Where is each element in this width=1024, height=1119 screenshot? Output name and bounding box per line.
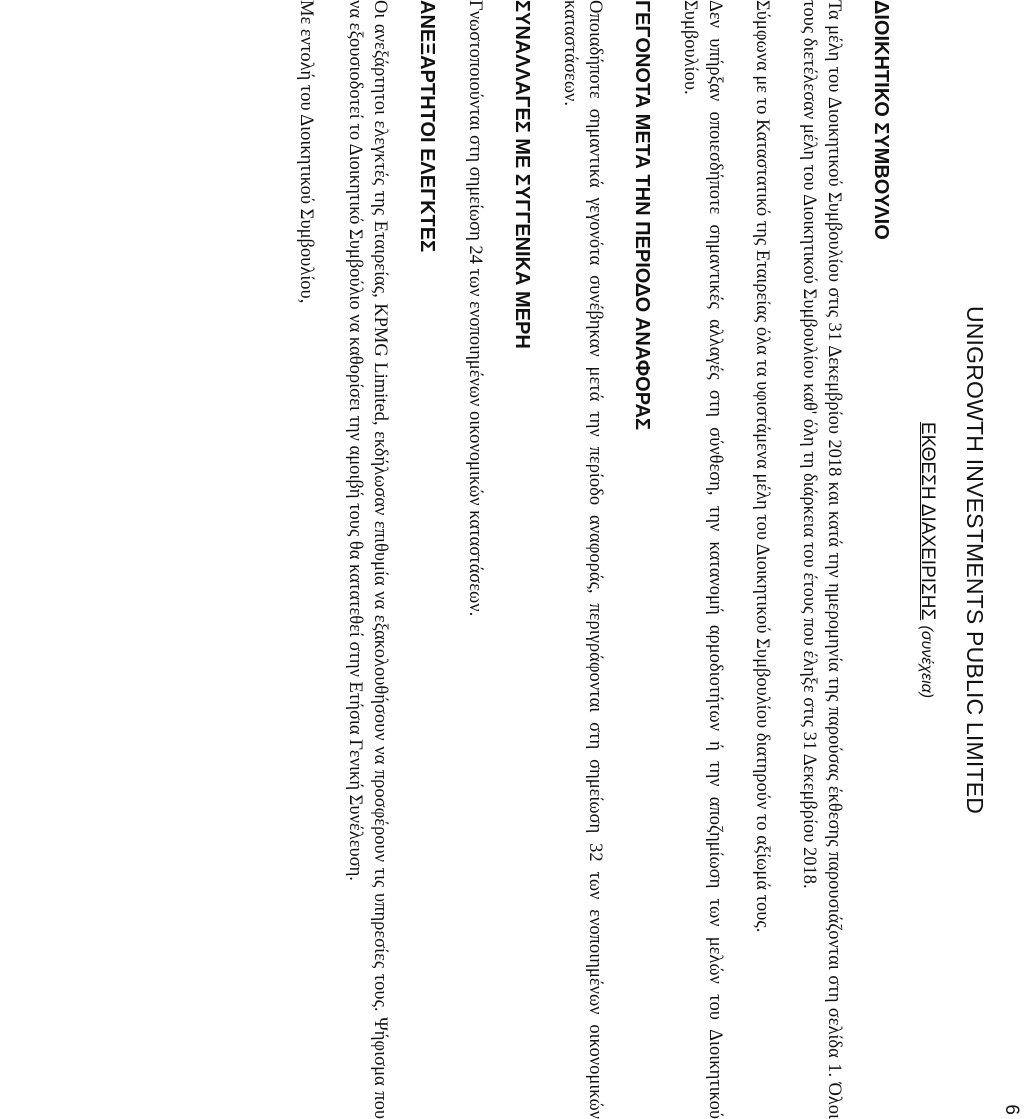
auditors-paragraph-1: Οι ανεξάρτητοι ελεγκτές της Εταιρείας, KPMG Limited, εκδήλωσαν επιθυμία να εξακολουθήσουν να προσφέρουν τις υπηρεσίες τους. Ψήφισμα που να εξουσιοδοτεί το Διοικητικό Συμβούλιο να καθορίσει την αμοιβή τους θα κατατεθεί στην Ετήσια Γενική Συνέλευση. (345, 0, 390, 1119)
company-name: UNIGROWTH INVESTMENTS PUBLIC LIMITED (962, 305, 988, 815)
report-title-continued: (συνέχεια) (918, 625, 935, 699)
page-number: 6 (1001, 1104, 1022, 1115)
related-parties-paragraph-1: Γνωστοποιούνται στη σημείωση 24 των ενοποιημένων οικονομικών καταστάσεων. (465, 0, 485, 617)
section-heading-related-parties: ΣΥΝΑΛΛΑΓΕΣ ΜΕ ΣΥΓΓΕΝΙΚΑ ΜΕΡΗ (511, 0, 533, 349)
section-heading-board: ΔΙΟΙΚΗΤΙΚΟ ΣΥΜΒΟΥΛΙΟ (870, 0, 892, 240)
document-body (293, 0, 894, 1119)
closing-line: Με εντολή του Διοικητικού Συμβουλίου, (296, 0, 316, 304)
section-heading-auditors: ΑΝΕΞΑΡΤΗΤΟΙ ΕΛΕΓΚΤΕΣ (416, 0, 438, 253)
report-title (916, 250, 938, 870)
board-paragraph-3: Δεν υπήρξαν οποιεσδήποτε σημαντικές αλλαγές στη σύνθεση, την κατανομή αρμοδιοτήτων ή την αποζημίωση των μελών του Διοικητικού Συμβουλίου. (680, 0, 725, 1119)
events-paragraph-1: Οποιαδήποτε σημαντικά γεγονότα συνέβηκαν μετά την περίοδο αναφοράς, περιγράφονται στη σημείωση 32 των ενοποιημένων οικονομικών καταστάσεων. (560, 0, 605, 1119)
report-title-main: ΕΚΘΕΣΗ ΔΙΑΧΕΙΡΙΣΗΣ (917, 421, 938, 621)
board-paragraph-2: Σύμφωνα με το Καταστατικό της Εταιρείας όλα τα υφιστάμενα μέλη του Διοικητικού Συμβουλίου διατηρούν το αξίωμά τους. (752, 0, 772, 933)
section-heading-events: ΓΕΓΟΝΟΤΑ ΜΕΤΑ ΤΗΝ ΠΕΡΙΟΔΟ ΑΝΑΦΟΡΑΣ (631, 0, 653, 431)
board-paragraph-1: Τα μέλη του Διοικητικού Συμβουλίου στις 31 Δεκεμβρίου 2018 και κατά την ημερομηνία της παρούσας έκθεσης παρουσιάζονται στη σελίδα 1. Όλοι τους διετέλεσαν μέλη του Διοικητικού Συμβουλίου καθ' όλη τη διάρκεια του έτους που έληξε στις 31 Δεκεμβρίου 2018. (799, 0, 844, 1119)
